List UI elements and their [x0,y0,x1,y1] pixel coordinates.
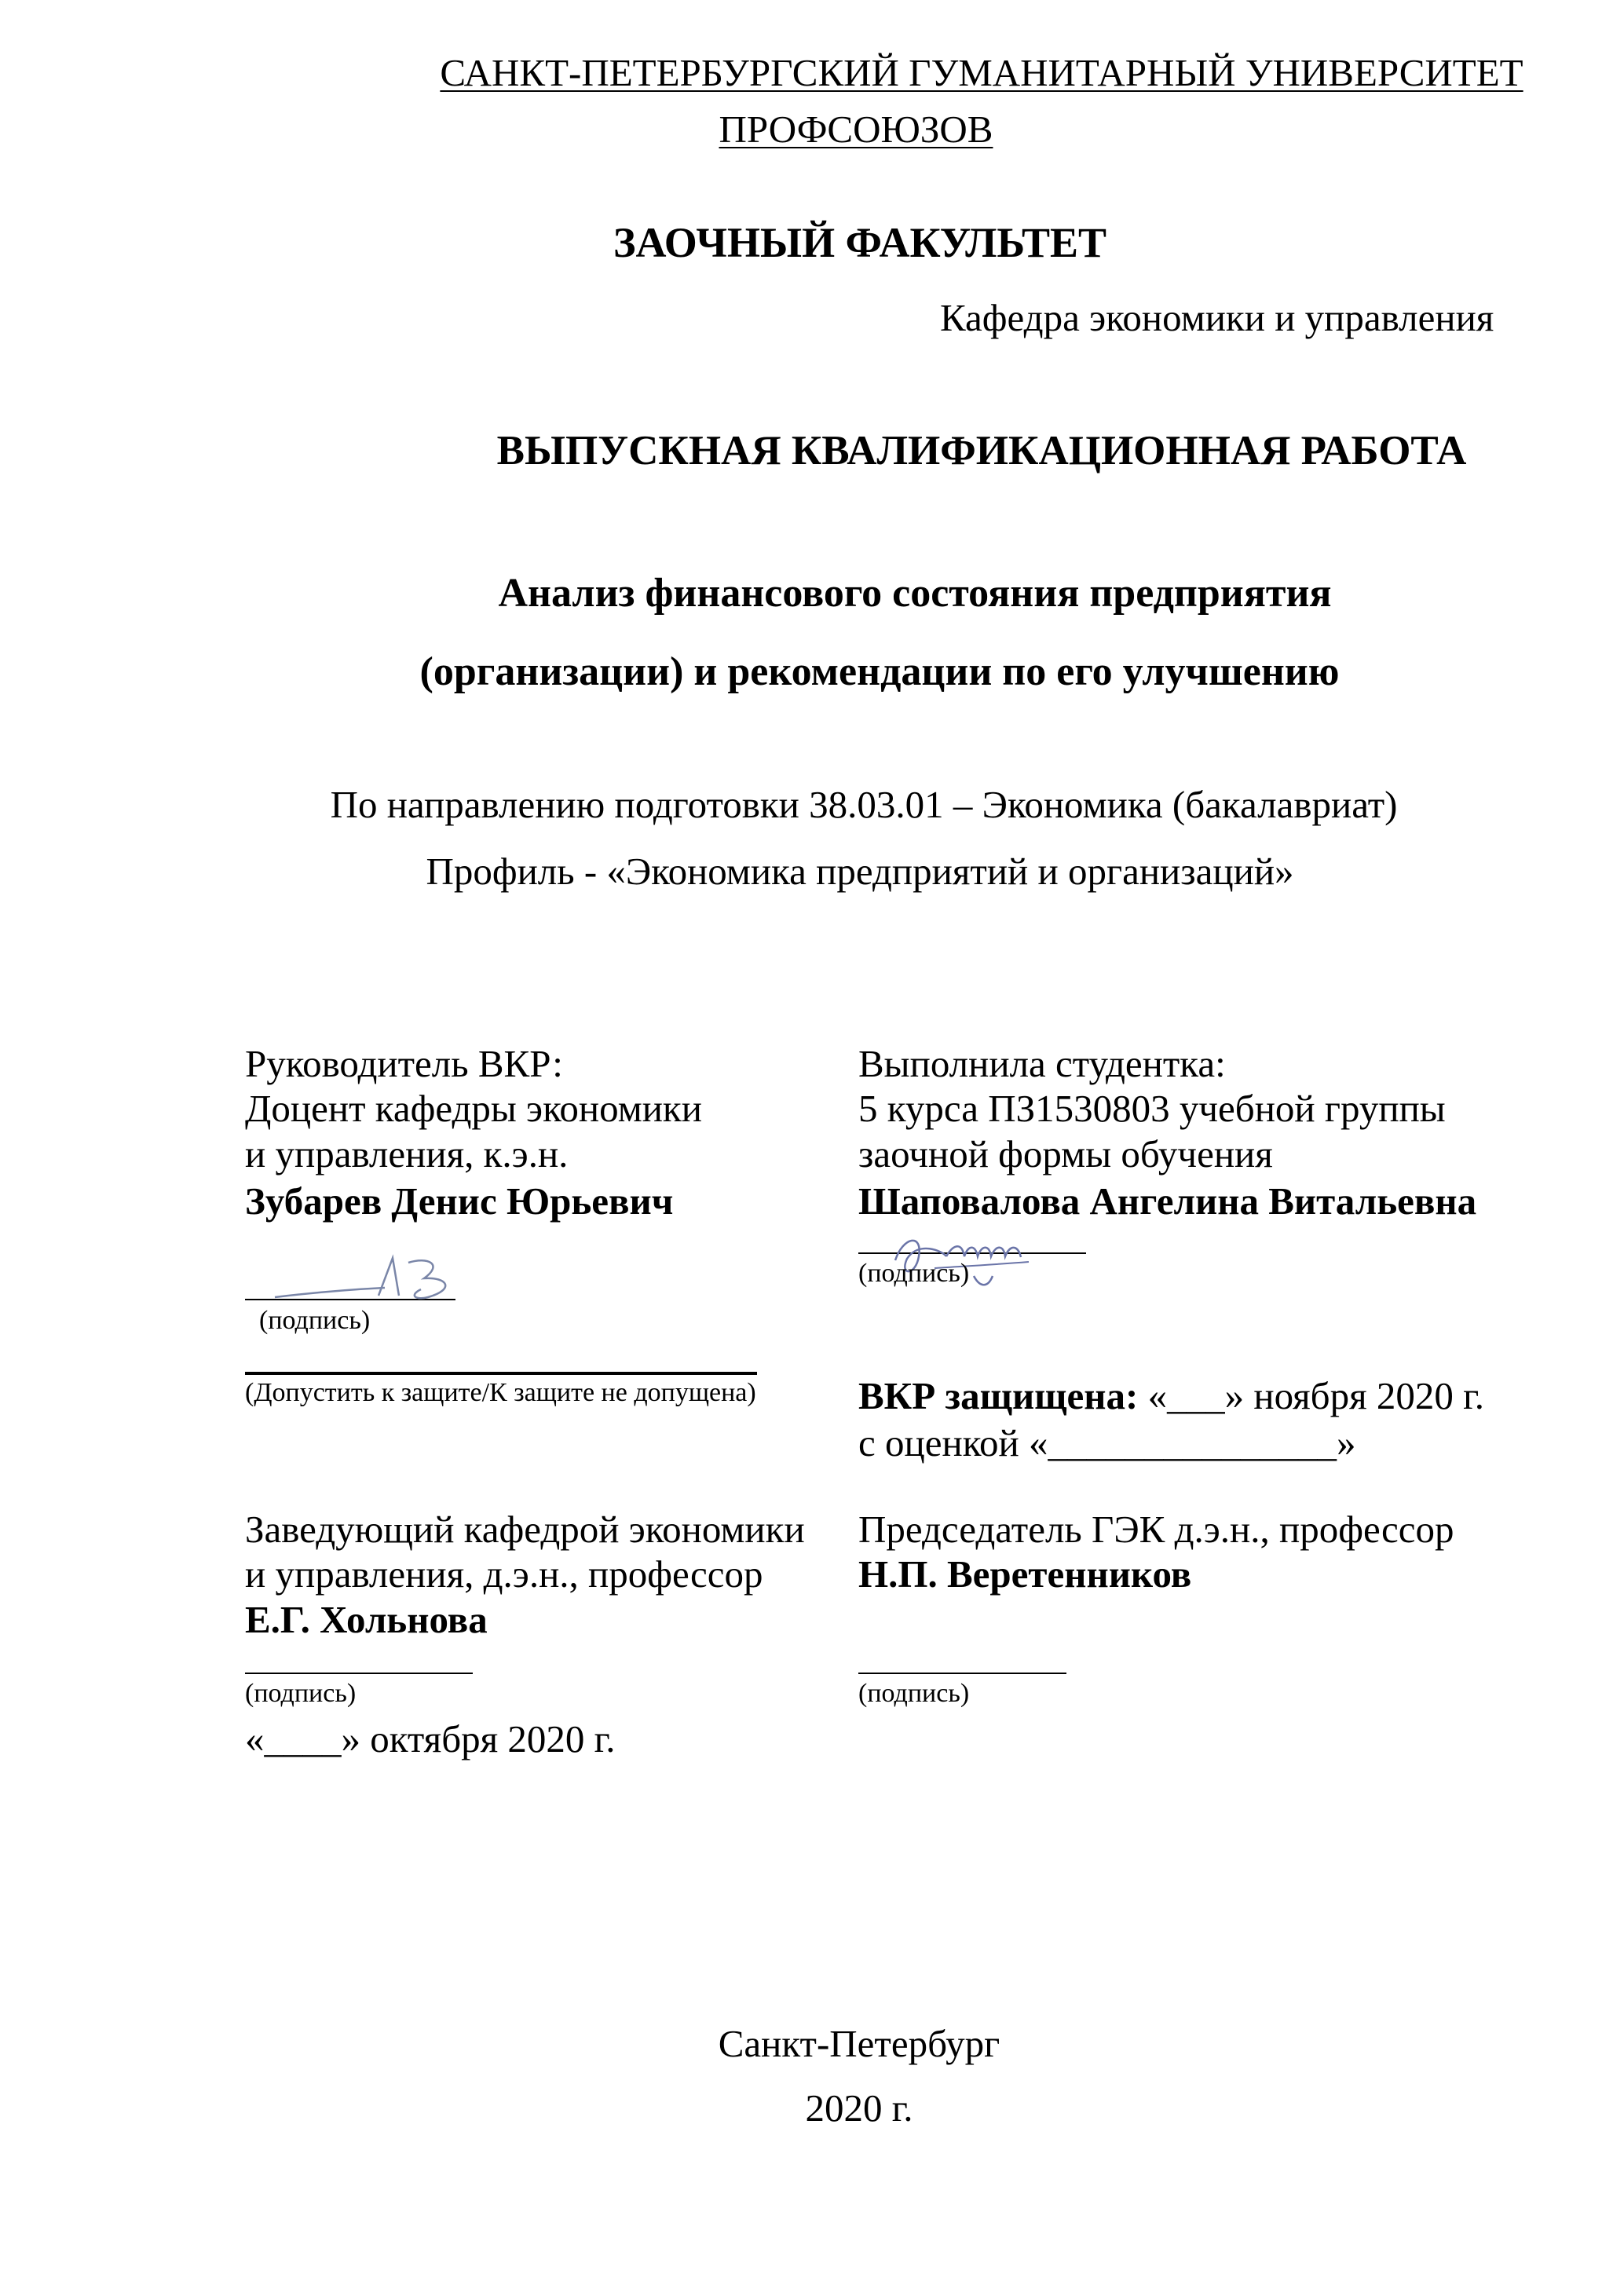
student-role: Выполнила студентка: [858,1042,1226,1085]
supervisor-position-line2: и управления, к.э.н. [245,1132,569,1175]
gek-chair-position: Председатель ГЭК д.э.н., профессор [858,1508,1454,1551]
year: 2020 г. [805,2086,913,2130]
supervisor-role: Руководитель ВКР: [245,1042,563,1085]
supervisor-position-line1: Доцент кафедры экономики [245,1087,702,1130]
student-name: Шаповалова Ангелина Витальевна [858,1179,1477,1223]
supervisor-signature-label: (подпись) [259,1306,371,1335]
study-profile: Профиль - «Экономика предприятий и организаций» [426,850,1294,893]
defense-status [858,1374,1484,1417]
defense-label: ВКР защищена: [858,1374,1139,1417]
topic-line2: (организации) и рекомендации по его улучшению [419,649,1340,694]
student-course: 5 курса ПЗ1530803 учебной группы [858,1087,1446,1130]
faculty-title: ЗАОЧНЫЙ ФАКУЛЬТЕТ [613,219,1107,266]
gek-chair-name: Н.П. Веретенников [858,1552,1192,1596]
admission-line [245,1372,757,1375]
supervisor-name: Зубарев Денис Юрьевич [245,1179,674,1223]
supervisor-signature [267,1241,471,1311]
defense-grade: с оценкой «_______________» [858,1421,1356,1464]
university-name-line1: САНКТ-ПЕТЕРБУРГСКИЙ ГУМАНИТАРНЫЙ УНИВЕРСИТЕТ [440,51,1523,94]
admission-label: (Допустить к защите/К защите не допущена) [245,1378,756,1407]
topic-line1: Анализ финансового состояния предприятия [498,571,1332,616]
work-type-title: ВЫПУСКНАЯ КВАЛИФИКАЦИОННАЯ РАБОТА [496,428,1467,473]
head-position-line2: и управления, д.э.н., профессор [245,1552,763,1596]
gek-chair-signature-line [858,1673,1066,1674]
head-date: «____» октября 2020 г. [245,1717,616,1760]
student-study-form: заочной формы обучения [858,1132,1273,1175]
study-direction: По направлению подготовки 38.03.01 – Экономика (бакалавриат) [330,783,1398,826]
head-signature-line [245,1673,473,1674]
head-position-line1: Заведующий кафедрой экономики [245,1508,805,1551]
head-name: Е.Г. Хольнова [245,1598,488,1641]
gek-chair-signature-label: (подпись) [858,1679,970,1708]
city: Санкт-Петербург [718,2022,1000,2065]
department-name: Кафедра экономики и управления [940,296,1494,339]
university-name-line2: ПРОФСОЮЗОВ [719,108,993,151]
student-signature-label: (подпись) [858,1259,970,1288]
head-signature-label: (подпись) [245,1679,357,1708]
defense-date: «___» ноября 2020 г. [1138,1374,1484,1417]
